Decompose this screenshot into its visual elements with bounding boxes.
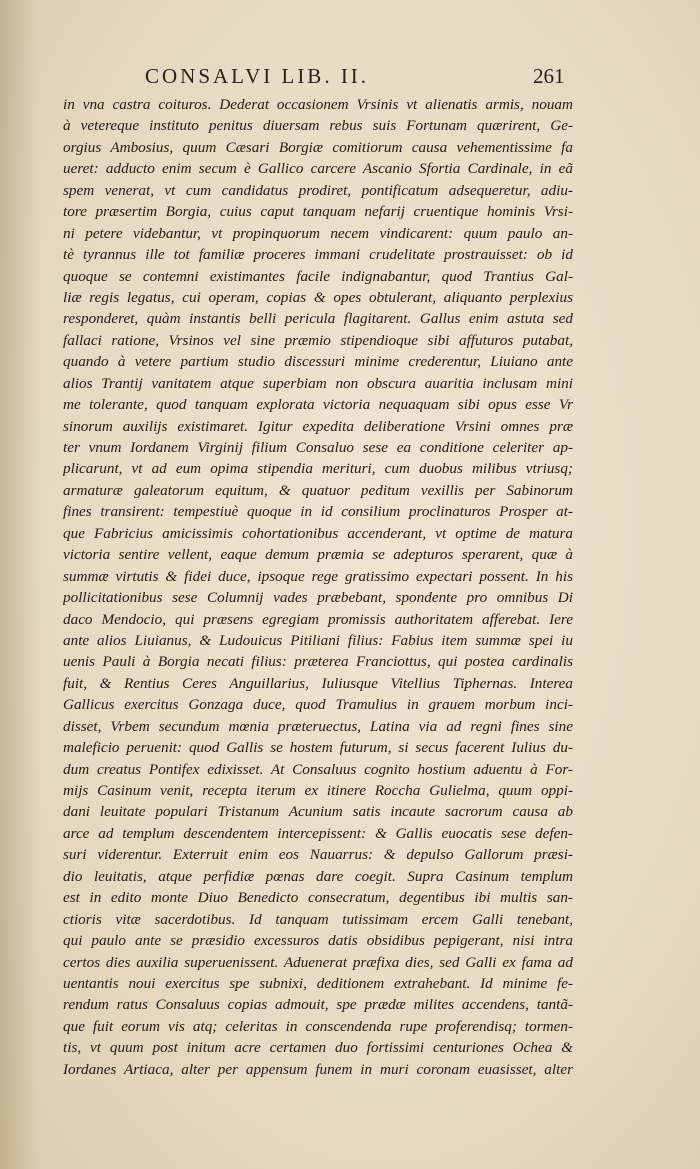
text-line: suri viderentur. Exterruit enim eos Nauarrus: & depulso Gallorum præsi- (63, 846, 573, 864)
text-line: certos dies auxilia superuenissent. Aduenerat præfixa dies, sed Galli ex fama ad (63, 953, 573, 971)
text-line: arce ad templum descendentem intercepissent: & Gallis euocatis sese defen- (63, 824, 573, 842)
text-line: in vna castra coituros. Dederat occasionem Vrsinis vt alienatis armis, nouam (63, 96, 573, 113)
text-line: dani leuitate populari Tristanum Acunium satis incaute sacrorum causa ab (63, 803, 573, 821)
text-line: daco Mendocio, qui præsens egregiam promissis authoritatem afferebat. Iere (63, 610, 573, 628)
text-line: responderet, quàm instantis belli pericula flagitarent. Gallus enim astuta sed (63, 310, 573, 328)
text-line: ueret: adducto enim secum è Gallico carcere Ascanio Sfortia Cardinale, in eã (63, 160, 573, 178)
text-line: mijs Casinum venit, recepta iterum ex itinere Roccha Gulielma, quum oppi- (63, 782, 573, 799)
text-line: liæ regis legatus, cui operam, copias & opes obtulerant, aliquanto perplexius (63, 288, 573, 306)
gutter-shadow (0, 0, 40, 1169)
text-line: dio leuitatis, atque perfidiæ pœnas dare coegit. Supra Casinum templum (63, 867, 573, 885)
text-line: rendum ratus Consaluus copias admouit, spe prædæ milites accendens, tantã- (63, 996, 573, 1014)
text-line: summæ virtutis & fidei duce, ipsoque rege gratissimo expectari possent. In his (63, 567, 573, 585)
text-line: me tolerante, quod tanquam explorata victoria nequaquam sibi opus esse Vr (63, 396, 573, 414)
text-line: alios Trantij vanitatem atque superbiam non obscura auaritia inclusam mini (63, 374, 573, 392)
text-line: à vetereque instituto penitus diuersam rebus suis Fortunam quærirent, Ge- (63, 117, 573, 135)
text-line: est in edito monte Diuo Benedicto consecratum, degentibus ibi multis san- (63, 889, 573, 907)
text-line: plicarunt, vt ad eum opima stipendia merituri, cum duobus milibus vtriusq; (63, 460, 573, 478)
text-line: ctioris vitæ sacerdotibus. Id tanquam tutissimam ercem Galli tenebant, (63, 910, 573, 928)
page-header (0, 64, 700, 94)
text-line: fallaci ratione, Vrsinos vel sine præmio stipendioque sibi affuturos putabat, (63, 331, 573, 349)
text-line: disset, Vrbem secundum mœnia præteruectus, Latina via ad regni fines sine (63, 717, 573, 735)
running-head: CONSALVI LIB. II. (145, 64, 370, 88)
text-line: tè tyrannus ille tot familiæ proceres immani crudelitate prostrauisset: ob id (63, 246, 573, 264)
text-line: armaturæ galeatorum equitum, & quatuor peditum vexillis per Sabinorum (63, 481, 573, 499)
text-line: ni petere videbantur, vt propinquorum necem vindicarent: quum paulo an- (63, 224, 573, 242)
text-line: tis, vt quum post initum acre certamen duo fortissimi centuriones Ochea & (63, 1039, 573, 1057)
text-line: orgius Ambosius, quum Cæsari Borgiæ comitiorum causa vehementissime fa (63, 138, 573, 156)
text-line: quando à vetere partium studio discessuri minime crederentur, Liuiano ante (63, 353, 573, 371)
text-line: que Fabricius amicissimis cohortationibus accenderant, vt optime de matura (63, 524, 573, 542)
text-line: ante alios Liuianus, & Ludouicus Pitiliani filius: Fabius item summæ spei iu (63, 631, 573, 649)
text-line: que fuit eorum vis atq; celeritas in conscendenda rupe proferendisq; tormen- (63, 1017, 573, 1035)
text-line: Gallicus exercitus Gonzaga duce, quod Tramulius in grauem morbum inci- (63, 696, 573, 714)
text-line: ter vnum Iordanem Virginij filium Consaluo sese ea conditione celeriter ap- (63, 439, 573, 456)
text-line: uenis Pauli à Borgia necati filius: præterea Franciottus, qui postea cardinalis (63, 653, 573, 671)
text-line: victoria sentire vellent, eaque demum præmia se adepturos sperarent, quæ à (63, 546, 573, 564)
text-line: fuit, & Rentius Ceres Anguillarius, Iuliusque Vitellius Tiphernas. Interea (63, 674, 573, 692)
text-line: spem venerat, vt cum candidatus prodiret, pontificatum adsequeretur, adiu- (63, 181, 573, 199)
text-line: sinorum auxilijs existimaret. Igitur expedita deliberatione Vrsini omnes præ (63, 417, 573, 435)
body-text (63, 94, 573, 1080)
text-line: dum creatus Pontifex edixisset. At Consaluus cognito hostium aduentu à For- (63, 760, 573, 778)
text-line: fines transirent: tempestiuè quoque in id consilium proclinaturos Prosper at- (63, 503, 573, 521)
text-line: tore præsertim Borgia, cuius caput tanquam nefarij cruentique hominis Vrsi- (63, 203, 573, 221)
text-line: Iordanes Artiaca, alter per appensum funem in muri coronam euasisset, alter (63, 1060, 573, 1078)
text-line: pollicitationibus sese Columnij vades præbebant, spondente pro omnibus Di (63, 589, 573, 607)
text-line: uentantis noui exercitus spe subnixi, deditionem extrahebant. Id minime fe- (63, 974, 573, 992)
text-line: quoque se contemni existimantes facile indignabantur, quod Trantius Gal- (63, 267, 573, 285)
text-line: qui paulo ante se præsidio excessuros datis obsidibus pepigerant, nisi intra (63, 932, 573, 950)
text-line: maleficio peruenit: quod Gallis se hostem futurum, si secus facerent Iulius du- (63, 739, 573, 757)
page-number: 261 (533, 64, 565, 88)
